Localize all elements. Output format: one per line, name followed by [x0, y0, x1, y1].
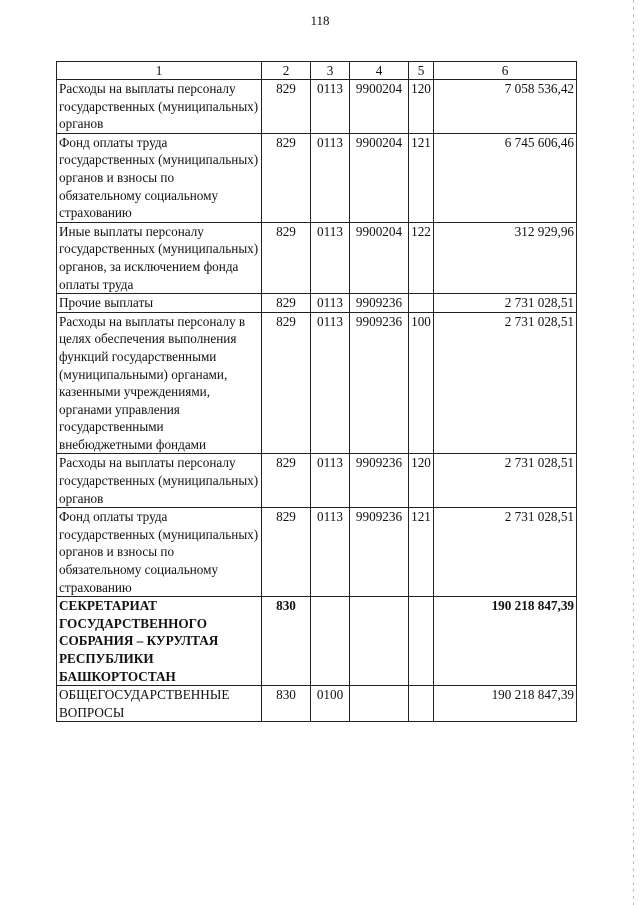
- row-col-4-cell: 9909236: [350, 294, 409, 313]
- row-col-3-cell: 0113: [311, 133, 350, 222]
- budget-table: [56, 61, 577, 722]
- row-name-cell: Прочие выплаты: [57, 294, 262, 313]
- row-col-5-cell: [409, 686, 434, 722]
- table-row: [57, 294, 577, 313]
- row-col-4-cell: 9909236: [350, 508, 409, 597]
- row-col-5-cell: 100: [409, 312, 434, 454]
- row-col-5-cell: 120: [409, 80, 434, 134]
- table-row: [57, 508, 577, 597]
- table-row: [57, 312, 577, 454]
- header-row: [57, 62, 577, 80]
- row-col-5-cell: [409, 597, 434, 686]
- row-col-2-cell: 829: [262, 80, 311, 134]
- row-col-2-cell: 829: [262, 454, 311, 508]
- page-number: 118: [310, 13, 330, 28]
- table-row: [57, 133, 577, 222]
- row-amount-cell: 190 218 847,39: [434, 597, 577, 686]
- row-col-3-cell: 0113: [311, 508, 350, 597]
- row-col-3-cell: 0100: [311, 686, 350, 722]
- row-col-5-cell: 121: [409, 508, 434, 597]
- row-col-4-cell: 9909236: [350, 312, 409, 454]
- header-col-1: 1: [57, 62, 262, 80]
- row-col-4-cell: 9900204: [350, 222, 409, 293]
- row-col-4-cell: 9909236: [350, 454, 409, 508]
- table-row: [57, 597, 577, 686]
- row-name-cell: Расходы на выплаты персоналу в целях обеспечения выполнения функций государственными (муниципальными) органами, казенными учреждениями, органами управления государственными внебюджетными фондами: [57, 312, 262, 454]
- row-col-4-cell: [350, 686, 409, 722]
- row-col-2-cell: 829: [262, 222, 311, 293]
- table-header: [57, 62, 577, 80]
- row-amount-cell: 2 731 028,51: [434, 454, 577, 508]
- row-amount-cell: 190 218 847,39: [434, 686, 577, 722]
- row-name-cell: СЕКРЕТАРИАТ ГОСУДАРСТВЕННОГО СОБРАНИЯ – КУРУЛТАЯ РЕСПУБЛИКИ БАШКОРТОСТАН: [57, 597, 262, 686]
- row-amount-cell: 2 731 028,51: [434, 312, 577, 454]
- header-col-5: 5: [409, 62, 434, 80]
- row-amount-cell: 2 731 028,51: [434, 508, 577, 597]
- row-amount-cell: 312 929,96: [434, 222, 577, 293]
- table-row: [57, 454, 577, 508]
- row-col-2-cell: 829: [262, 508, 311, 597]
- row-col-3-cell: 0113: [311, 294, 350, 313]
- row-col-5-cell: 122: [409, 222, 434, 293]
- row-amount-cell: 6 745 606,46: [434, 133, 577, 222]
- table-row: [57, 686, 577, 722]
- row-col-2-cell: 830: [262, 597, 311, 686]
- row-col-4-cell: 9900204: [350, 80, 409, 134]
- row-amount-cell: 2 731 028,51: [434, 294, 577, 313]
- row-col-3-cell: 0113: [311, 312, 350, 454]
- row-col-4-cell: [350, 597, 409, 686]
- row-amount-cell: 7 058 536,42: [434, 80, 577, 134]
- row-name-cell: Расходы на выплаты персоналу государственных (муниципальных) органов: [57, 80, 262, 134]
- row-name-cell: Фонд оплаты труда государственных (муниципальных) органов и взносы по обязательному социальному страхованию: [57, 508, 262, 597]
- row-col-4-cell: 9900204: [350, 133, 409, 222]
- row-col-2-cell: 829: [262, 294, 311, 313]
- row-col-3-cell: [311, 597, 350, 686]
- row-col-5-cell: 121: [409, 133, 434, 222]
- row-name-cell: Иные выплаты персоналу государственных (муниципальных) органов, за исключением фонда оплаты труда: [57, 222, 262, 293]
- table-row: [57, 80, 577, 134]
- header-col-4: 4: [350, 62, 409, 80]
- row-col-5-cell: 120: [409, 454, 434, 508]
- header-col-2: 2: [262, 62, 311, 80]
- row-col-3-cell: 0113: [311, 454, 350, 508]
- row-col-3-cell: 0113: [311, 80, 350, 134]
- scan-margin-line: [633, 0, 634, 905]
- row-col-2-cell: 829: [262, 312, 311, 454]
- row-name-cell: Расходы на выплаты персоналу государственных (муниципальных) органов: [57, 454, 262, 508]
- row-col-3-cell: 0113: [311, 222, 350, 293]
- row-col-2-cell: 829: [262, 133, 311, 222]
- row-name-cell: Фонд оплаты труда государственных (муниципальных) органов и взносы по обязательному социальному страхованию: [57, 133, 262, 222]
- header-col-3: 3: [311, 62, 350, 80]
- row-col-2-cell: 830: [262, 686, 311, 722]
- table-row: [57, 222, 577, 293]
- row-name-cell: ОБЩЕГОСУДАРСТВЕННЫЕ ВОПРОСЫ: [57, 686, 262, 722]
- row-col-5-cell: [409, 294, 434, 313]
- header-col-6: 6: [434, 62, 577, 80]
- table-body: [57, 80, 577, 722]
